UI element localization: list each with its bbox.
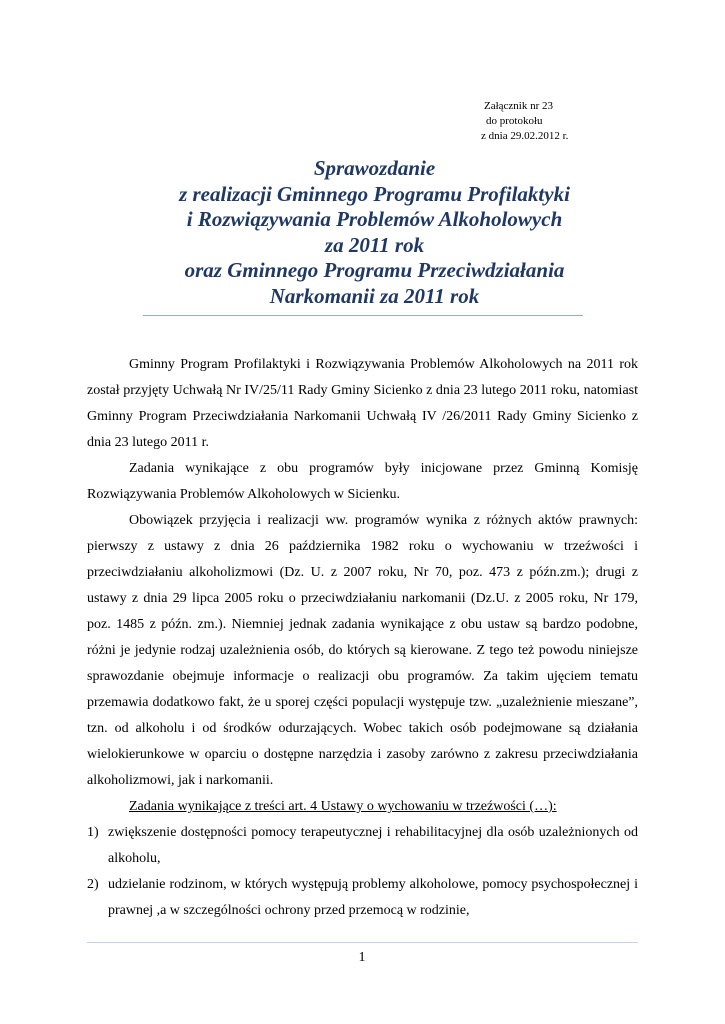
section-heading: Zadania wynikające z treści art. 4 Ustawy o wychowaniu w trzeźwości (…): xyxy=(129,799,557,814)
tasks-list xyxy=(87,820,638,924)
title-line-5: oraz Gminnego Programu Przeciwdziałania xyxy=(184,258,565,282)
attachment-line-3: z dnia 29.02.2012 r. xyxy=(481,130,569,142)
attachment-line-1: Załącznik nr 23 xyxy=(484,100,554,112)
page-number: 1 xyxy=(358,950,366,965)
paragraph-legal-basis: Obowiązek przyjęcia i realizacji ww. programów wynika z różnych aktów prawnych: pierwszy z ustawy z dnia 26 października 1982 roku o wychowaniu w trzeźwości i przeciwdziałaniu alkoholizmowi (Dz. U. z 2007 roku, Nr 70, poz. 473 z późn.zm.); drugi z ustawy z dnia 29 lipca 2005 roku o przeciwdziałaniu narkomanii (Dz.U. z 2005 roku, Nr 179, poz. 1485 z późn. zm.). Niemniej jednak zadania wynikające z obu ustaw są bardzo podobne, różni je jedynie rodzaj uzależnienia osób, do których są kierowane. Z tego też powodu niniejsze sprawozdanie obejmuje informacje o realizacji obu programów. Za takim ujęciem tematu przemawia dodatkowo fakt, że u sporej części populacji występuje tzw. „uzależnienie mieszane”, tzn. od alkoholu i od środków odurzających. Wobec takich osób podejmowane są działania wielokierunkowe w oparciu o dostępne narzędzia i zasoby zarówno z zakresu przeciwdziałania alkoholizmowi, jak i narkomanii. xyxy=(87,513,638,788)
paragraph-program-adoption: Gminny Program Profilaktyki i Rozwiązywania Problemów Alkoholowych na 2011 rok został przyjęty Uchwałą Nr IV/25/11 Rady Gminy Sicienko z dnia 23 lutego 2011 roku, natomiast Gminny Program Przeciwdziałania Narkomanii Uchwałą IV /26/2011 Rady Gminy Sicienko z dnia 23 lutego 2011 r. xyxy=(87,357,638,450)
title-line-4: za 2011 rok xyxy=(324,232,425,257)
list-item xyxy=(87,872,638,924)
footer-rule xyxy=(87,942,638,943)
document-title xyxy=(80,156,669,309)
list-item-text: udzielanie rodzinom, w których występują problemy alkoholowe, pomocy psychospołecznej i prawnej ,a w szczególności ochrony przed przemocą w rodzinie, xyxy=(108,877,638,918)
title-line-2: z realizacji Gminnego Programu Profilaktyki xyxy=(179,181,570,206)
title-underline-rule xyxy=(143,315,583,316)
list-item-text: zwiększenie dostępności pomocy terapeutycznej i rehabilitacyjnej dla osób uzależnionych od alkoholu, xyxy=(108,825,638,866)
title-line-3: i Rozwiązywania Problemów Alkoholowych xyxy=(186,207,563,231)
list-item-number: 2) xyxy=(87,877,99,892)
paragraph-commission: Zadania wynikające z obu programów były inicjowane przez Gminną Komisję Rozwiązywania Problemów Alkoholowych w Sicienku. xyxy=(87,461,638,502)
list-item-number: 1) xyxy=(87,825,99,840)
title-line-6: Narkomanii za 2011 rok xyxy=(269,283,480,308)
list-item xyxy=(87,820,638,872)
document-body xyxy=(87,352,638,924)
attachment-note xyxy=(481,99,569,144)
title-line-1: Sprawozdanie xyxy=(313,156,436,180)
attachment-line-2: do protokołu xyxy=(486,115,543,127)
